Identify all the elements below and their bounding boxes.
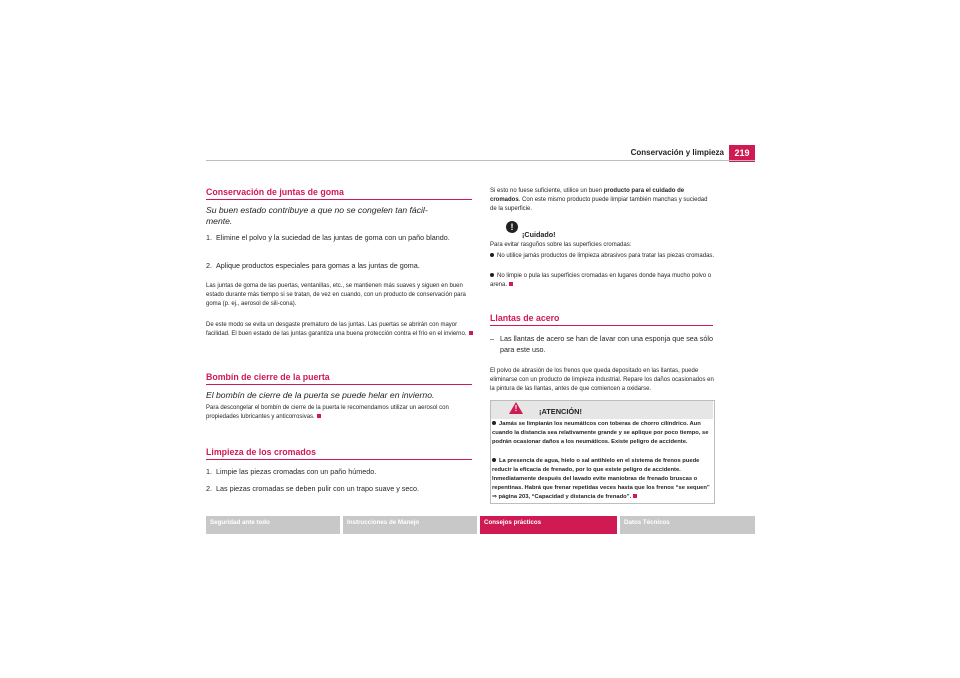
step-text: Las llantas de acero se han de lavar con una esponja que sea sólo para este uso. bbox=[500, 334, 713, 354]
step-item bbox=[490, 334, 715, 355]
section-subtitle: El bombín de cierre de la puerta se puede helar en invierno. bbox=[206, 390, 435, 400]
footer-tab-seguridad[interactable] bbox=[206, 516, 340, 534]
step-text: Aplique productos especiales para gomas a las juntas de goma. bbox=[216, 261, 420, 270]
step-number: 2. bbox=[206, 484, 212, 493]
body-paragraph: Las juntas de goma de las puertas, ventanillas, etc., se mantienen más suaves y siguen en buen estado durante más tiempo si se tratan, de vez en cuando, con un producto de conservación para goma (p. ej., aerosol de sili-cona). bbox=[206, 283, 466, 307]
footer-tab-label: Datos Técnicos bbox=[624, 519, 670, 526]
paragraph-text: . Con este mismo producto puede limpiar también manchas y suciedad de la superficie. bbox=[490, 197, 708, 212]
caution-title: ¡Cuidado! bbox=[522, 230, 556, 239]
caution-item-text: No utilice jamás productos de limpieza abrasivos para tratar las piezas cromadas. bbox=[497, 253, 715, 259]
page-number: 219 bbox=[729, 145, 755, 162]
section-rule bbox=[206, 384, 472, 385]
bullet-icon bbox=[490, 273, 494, 277]
section-rule bbox=[206, 459, 472, 460]
section-title-lock-cylinder: Bombín de cierre de la puerta bbox=[206, 372, 330, 382]
step-item bbox=[206, 484, 474, 495]
warning-item bbox=[492, 420, 711, 447]
step-item bbox=[206, 261, 474, 272]
body-paragraph bbox=[490, 187, 715, 214]
section-title-steel-wheels: Llantas de acero bbox=[490, 313, 560, 323]
warning-title: ¡ATENCIÓN! bbox=[539, 407, 582, 416]
warning-item-text: Jamás se limpiarán los neumáticos con toberas de chorro cilíndrico. Aun cuando la distancia sea relativamente grande y se aplique por poco tiempo, se podrán ocasionar daños a los neumáticos. Existe peligro de accidente. bbox=[492, 421, 709, 445]
footer-tab-label: Seguridad ante todo bbox=[210, 519, 270, 526]
warning-item bbox=[492, 457, 711, 502]
body-paragraph: El polvo de abrasión de los frenos que queda depositado en las llantas, puede eliminarse con un producto de limpieza industrial. Repare los daños ocasionados en la pintura de las llantas, antes de que comiencen a oxidarse. bbox=[490, 368, 714, 392]
step-item bbox=[206, 233, 474, 244]
section-title-chrome-cleaning: Limpieza de los cromados bbox=[206, 447, 316, 457]
end-mark-icon bbox=[317, 414, 321, 418]
footer-tab-datos[interactable] bbox=[620, 516, 755, 534]
step-number: 1. bbox=[206, 467, 212, 476]
footer-tab-label: Consejos prácticos bbox=[484, 519, 542, 526]
section-subtitle: Su buen estado contribuye a que no se congelen tan fácil- mente. bbox=[206, 205, 428, 226]
footer-tab-consejos[interactable] bbox=[480, 516, 617, 534]
step-text: Las piezas cromadas se deben pulir con un trapo suave y seco. bbox=[216, 484, 419, 493]
caution-item-text: No limpie o pula las superficies cromadas en lugares donde haya mucho polvo o arena. bbox=[490, 273, 712, 288]
step-text: Limpie las piezas cromadas con un paño húmedo. bbox=[216, 467, 377, 476]
caution-item bbox=[490, 272, 715, 290]
section-title-rubber-seals: Conservación de juntas de goma bbox=[206, 187, 344, 197]
step-item bbox=[206, 467, 474, 478]
caution-lead: Para evitar rasguños sobre las superficies cromadas: bbox=[490, 242, 632, 248]
emphasis-text: producto para el cuidado de cromados bbox=[490, 188, 685, 203]
body-paragraph bbox=[206, 321, 474, 339]
end-mark-icon bbox=[509, 282, 513, 286]
bullet-icon bbox=[492, 458, 496, 462]
body-paragraph bbox=[206, 404, 474, 422]
warning-icon-glyph: ! bbox=[514, 404, 518, 413]
end-mark-icon bbox=[633, 494, 637, 498]
section-rule bbox=[206, 199, 472, 200]
step-number: 1. bbox=[206, 233, 212, 242]
footer-tab-label: Instrucciones de Manejo bbox=[347, 519, 420, 526]
caution-icon: ! bbox=[506, 221, 518, 233]
paragraph-text: Si esto no fuese suficiente, utilice un buen bbox=[490, 188, 604, 194]
bullet-icon bbox=[492, 421, 496, 425]
end-mark-icon bbox=[469, 331, 473, 335]
caution-item bbox=[490, 252, 715, 261]
paragraph-text: Para descongelar el bombín de cierre de la puerta le recomendamos utilizar un aerosol con propiedades lubricantes y anticorrosivas. bbox=[206, 405, 449, 420]
section-rule bbox=[490, 325, 713, 326]
step-text: Elimine el polvo y la suciedad de las juntas de goma con un paño blando. bbox=[216, 233, 450, 242]
running-header-title: Conservación y limpieza bbox=[630, 148, 724, 157]
bullet-icon bbox=[490, 253, 494, 257]
warning-item-text: La presencia de agua, hielo o sal antihielo en el sistema de frenos puede reducir la eficacia de frenado, por lo que existe peligro de accidente. Inmediatamente después del lavado evite maniobras de frenado bruscas o repentinas. Habrá que frenar repetidas veces hasta que los frenos “se sequen” ⇒ página 203, “Capacidad y distancia de frenado”. bbox=[492, 458, 710, 500]
step-number: 2. bbox=[206, 261, 212, 270]
header-divider bbox=[206, 160, 755, 161]
warning-header-bar bbox=[491, 401, 713, 419]
dash-bullet: – bbox=[490, 334, 494, 343]
paragraph-text: De este modo se evita un desgaste prematuro de las juntas. Las puertas se abrirán con mayor facilidad. El buen estado de las juntas garantiza una buena protección contra el frío en el invierno. bbox=[206, 322, 467, 337]
footer-tab-instrucciones[interactable] bbox=[343, 516, 477, 534]
